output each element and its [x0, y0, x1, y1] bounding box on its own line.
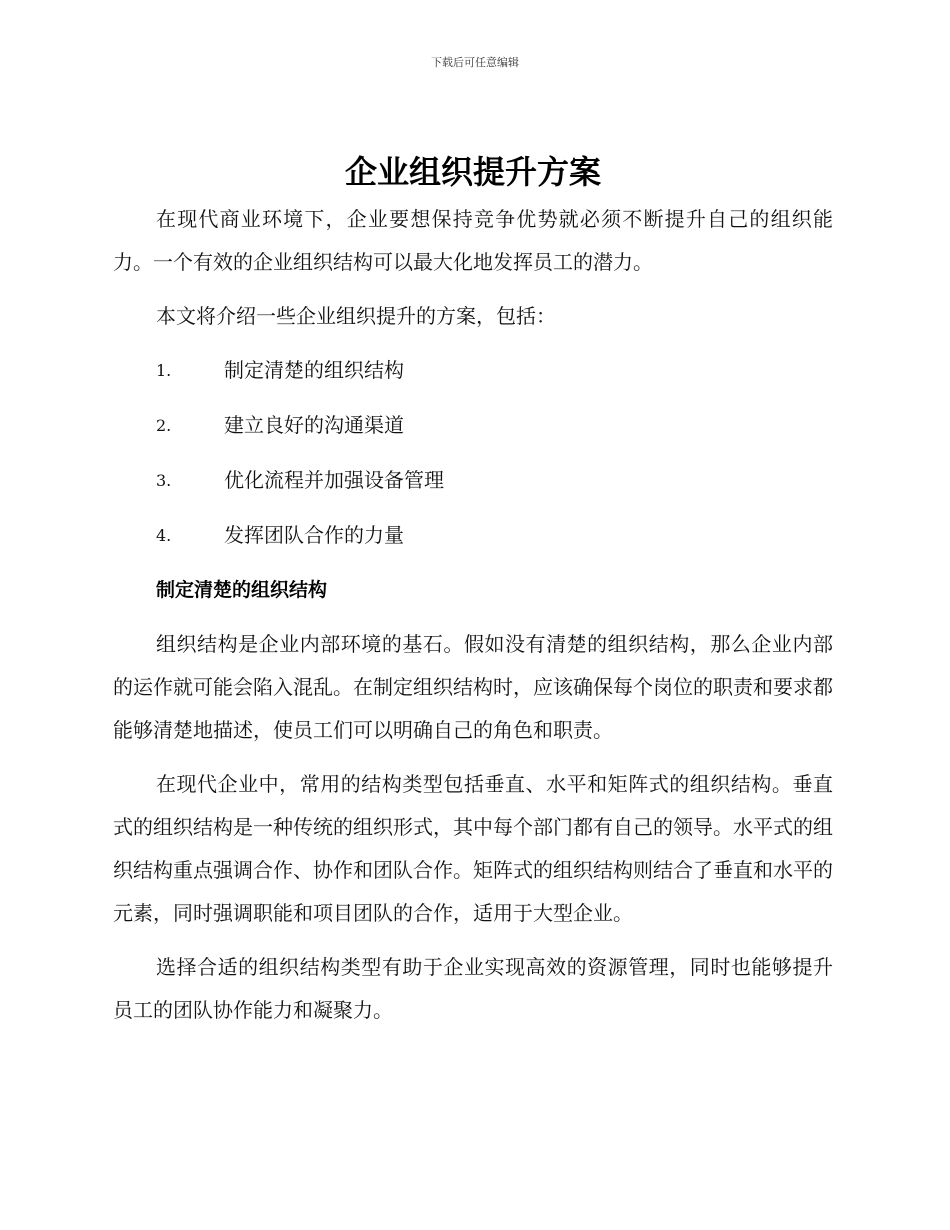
section-heading: 制定清楚的组织结构: [156, 579, 328, 601]
list-item: [113, 459, 833, 502]
section-paragraph-3: 选择合适的组织结构类型有助于企业实现高效的资源管理，同时也能够提升员工的团队协作能力和凝聚力。: [113, 955, 833, 1022]
list-item: [113, 514, 833, 557]
list-text: 制定清楚的组织结构: [224, 358, 404, 382]
document-body: [113, 150, 833, 1043]
header-note: 下载后可任意编辑: [431, 56, 519, 69]
section-paragraph-1: 组织结构是企业内部环境的基石。假如没有清楚的组织结构，那么企业内部的运作就可能会陷入混乱。在制定组织结构时，应该确保每个岗位的职责和要求都能够清楚地描述，使员工们可以明确自己的角色和职责。: [113, 632, 833, 742]
intro-paragraph-1: 在现代商业环境下，企业要想保持竞争优势就必须不断提升自己的组织能力。一个有效的企业组织结构可以最大化地发挥员工的潜力。: [113, 207, 833, 274]
list-text: 发挥团队合作的力量: [224, 523, 404, 547]
list-item: [113, 404, 833, 447]
list-number: 3.: [156, 471, 172, 490]
intro-paragraph-2: 本文将介绍一些企业组织提升的方案，包括：: [156, 304, 556, 328]
list-number: 4.: [156, 526, 172, 545]
list-item: [113, 349, 833, 392]
list-number: 1.: [156, 361, 172, 380]
document-title: 企业组织提升方案: [344, 153, 601, 191]
list-number: 2.: [156, 416, 172, 435]
list-text: 优化流程并加强设备管理: [224, 468, 444, 492]
section-paragraph-2: 在现代企业中，常用的结构类型包括垂直、水平和矩阵式的组织结构。垂直式的组织结构是一种传统的组织形式，其中每个部门都有自己的领导。水平式的组织结构重点强调合作、协作和团队合作。矩阵式的组织结构则结合了垂直和水平的元素，同时强调职能和项目团队的合作，适用于大型企业。: [113, 772, 833, 925]
plan-list: [113, 349, 833, 557]
list-text: 建立良好的沟通渠道: [224, 413, 404, 437]
